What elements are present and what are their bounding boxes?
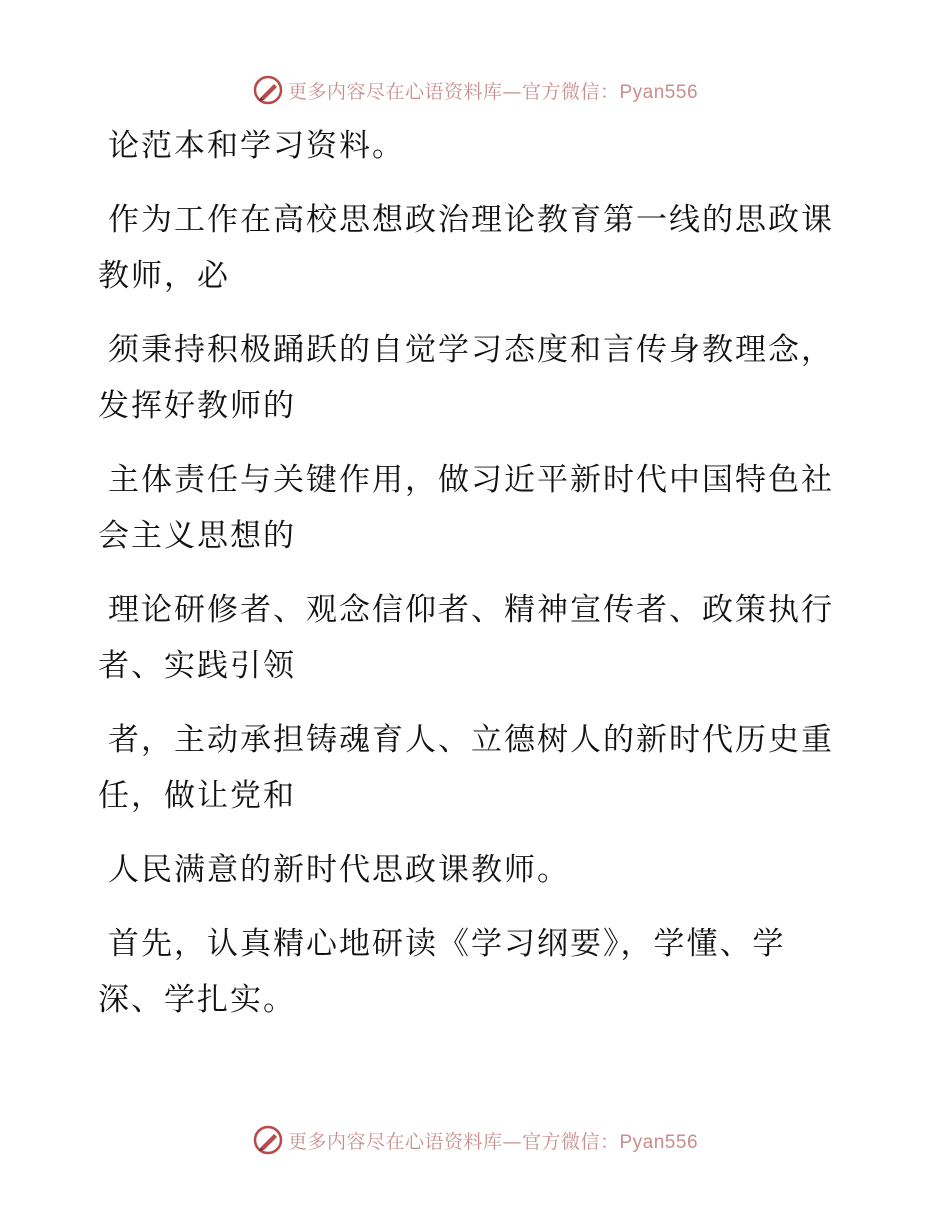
header-watermark xyxy=(0,70,950,110)
pen-logo-icon xyxy=(252,1124,284,1156)
pen-logo-icon xyxy=(252,74,284,106)
paragraph-6: 者，主动承担铸魂育人、立德树人的新时代历史重任，做让党和 xyxy=(98,722,834,814)
paragraph-3: 须秉持积极踊跃的自觉学习态度和言传身教理念，发挥好教师的 xyxy=(98,332,834,424)
paragraph-4: 主体责任与关键作用，做习近平新时代中国特色社会主义思想的 xyxy=(98,462,834,554)
paragraph-2: 作为工作在高校思想政治理论教育第一线的思政课教师，必 xyxy=(98,202,834,294)
watermark-text: 更多内容尽在心语资料库—官方微信：Pyan556 xyxy=(287,1130,699,1153)
paragraph-1: 论范本和学习资料。 xyxy=(108,128,405,164)
footer-watermark xyxy=(0,1120,950,1160)
document-body xyxy=(98,118,838,1046)
watermark-text: 更多内容尽在心语资料库—官方微信：Pyan556 xyxy=(287,80,699,103)
paragraph-8: 首先，认真精心地研读《学习纲要》，学懂、学深、学扎实。 xyxy=(98,926,786,1018)
paragraph-7: 人民满意的新时代思政课教师。 xyxy=(108,852,570,888)
paragraph-5: 理论研修者、观念信仰者、精神宣传者、政策执行者、实践引领 xyxy=(98,592,834,684)
watermark-id: Pyan556 xyxy=(619,81,699,103)
watermark-id: Pyan556 xyxy=(619,1131,699,1153)
